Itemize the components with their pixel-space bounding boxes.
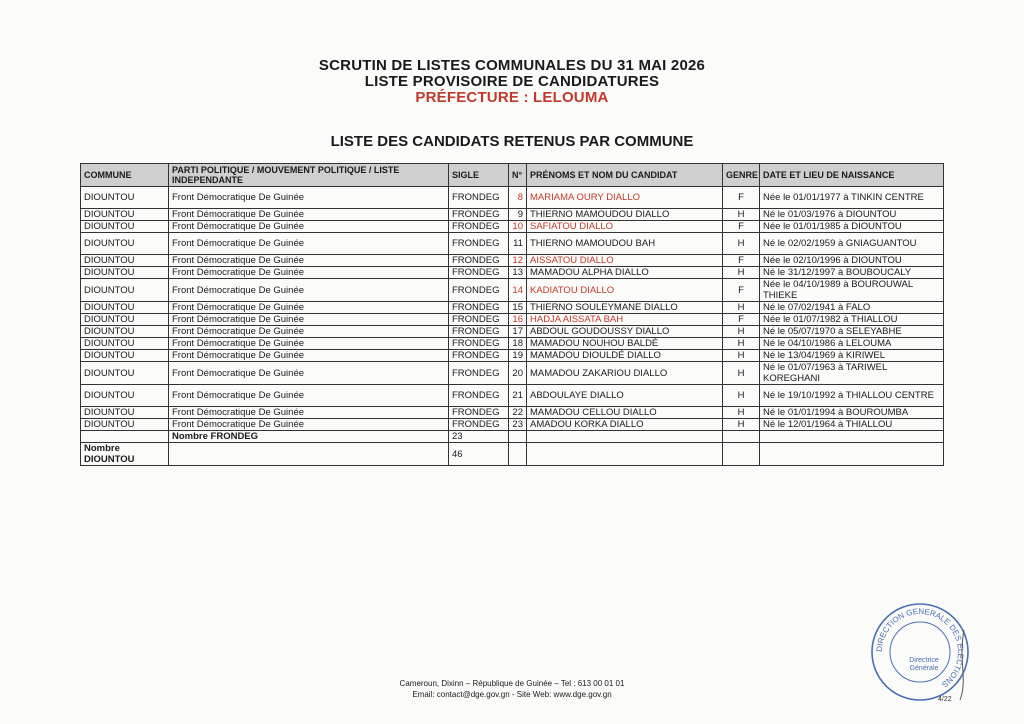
cell-naissance: Né le 12/01/1964 à THIALLOU (760, 419, 944, 431)
col-naissance: DATE ET LIEU DE NAISSANCE (760, 164, 944, 187)
page-number: 4/22 (938, 696, 952, 703)
cell-sigle: FRONDEG (449, 419, 509, 431)
cell-parti: Front Démocratique De Guinée (169, 221, 449, 233)
cell-num: 21 (509, 385, 527, 407)
cell-genre: H (723, 209, 760, 221)
official-stamp-icon (868, 600, 972, 704)
cell-parti: Front Démocratique De Guinée (169, 233, 449, 255)
cell-commune: DIOUNTOU (81, 302, 169, 314)
cell-parti: Front Démocratique De Guinée (169, 209, 449, 221)
cell-naissance: Née le 01/01/1985 à DIOUNTOU (760, 221, 944, 233)
cell-genre: F (723, 279, 760, 302)
cell-nom: AMADOU KORKA DIALLO (527, 419, 723, 431)
cell-nom: ABDOULAYE DIALLO (527, 385, 723, 407)
cell-sigle: FRONDEG (449, 187, 509, 209)
cell-commune: DIOUNTOU (81, 362, 169, 385)
cell-naissance: Né le 01/07/1963 à TARIWEL KOREGHANI (760, 362, 944, 385)
cell-nom: MAMADOU NOUHOU BALDÉ (527, 338, 723, 350)
table-row (81, 385, 944, 407)
cell-num: 10 (509, 221, 527, 233)
list-title: LISTE PROVISOIRE DE CANDIDATURES (364, 73, 660, 90)
document-title-block (0, 58, 1024, 106)
cell-parti: Front Démocratique De Guinée (169, 267, 449, 279)
cell-commune: DIOUNTOU (81, 221, 169, 233)
cell-nom: AISSATOU DIALLO (527, 255, 723, 267)
stamp-center-line1: Directrice (909, 657, 939, 664)
commune-total-row (81, 443, 944, 466)
cell-commune: DIOUNTOU (81, 338, 169, 350)
election-title: SCRUTIN DE LISTES COMMUNALES DU 31 MAI 2026 (318, 57, 706, 74)
cell-commune: DIOUNTOU (81, 419, 169, 431)
cell-nom: MAMADOU ZAKARIOU DIALLO (527, 362, 723, 385)
cell-num: 18 (509, 338, 527, 350)
cell-commune: DIOUNTOU (81, 209, 169, 221)
cell-naissance: Né le 13/04/1969 à KIRIWEL (760, 350, 944, 362)
cell-sigle: FRONDEG (449, 362, 509, 385)
cell-sigle: FRONDEG (449, 233, 509, 255)
table-row (81, 187, 944, 209)
cell-nom: MARIAMA OURY DIALLO (527, 187, 723, 209)
cell-parti: Front Démocratique De Guinée (169, 350, 449, 362)
cell-num: 20 (509, 362, 527, 385)
cell-sigle: FRONDEG (449, 407, 509, 419)
candidates-table (80, 163, 944, 466)
cell-naissance: Né le 01/01/1994 à BOUROUMBA (760, 407, 944, 419)
cell-parti: Front Démocratique De Guinée (169, 314, 449, 326)
cell-num: 8 (509, 187, 527, 209)
cell-sigle: FRONDEG (449, 209, 509, 221)
table-header-row (81, 164, 944, 187)
table-row (81, 350, 944, 362)
cell-sigle: FRONDEG (449, 267, 509, 279)
cell-sigle: FRONDEG (449, 326, 509, 338)
cell-parti: Front Démocratique De Guinée (169, 326, 449, 338)
cell-sigle: FRONDEG (449, 385, 509, 407)
cell-naissance: Né le 07/02/1941 à FALO (760, 302, 944, 314)
cell-sigle: FRONDEG (449, 255, 509, 267)
party-total-row (81, 431, 944, 443)
cell-commune: DIOUNTOU (81, 314, 169, 326)
cell-commune: DIOUNTOU (81, 267, 169, 279)
table-row (81, 302, 944, 314)
cell-nom: MAMADOU CELLOU DIALLO (527, 407, 723, 419)
cell-nom: THIERNO MAMOUDOU BAH (527, 233, 723, 255)
cell-commune: DIOUNTOU (81, 233, 169, 255)
cell-parti: Front Démocratique De Guinée (169, 362, 449, 385)
cell-parti: Front Démocratique De Guinée (169, 279, 449, 302)
cell-genre: H (723, 326, 760, 338)
prefecture-title: PRÉFECTURE : LELOUMA (415, 89, 609, 106)
cell-commune: DIOUNTOU (81, 407, 169, 419)
cell-naissance: Née le 02/10/1996 à DIOUNTOU (760, 255, 944, 267)
cell-naissance: Né le 31/12/1997 à BOUBOUCALY (760, 267, 944, 279)
cell-genre: H (723, 385, 760, 407)
cell-nom: MAMADOU ALPHA DIALLO (527, 267, 723, 279)
cell-num: 17 (509, 326, 527, 338)
col-num: N° (509, 164, 527, 187)
col-commune: COMMUNE (81, 164, 169, 187)
cell-genre: H (723, 338, 760, 350)
table-row (81, 267, 944, 279)
cell-genre: F (723, 221, 760, 233)
cell-naissance: Né le 01/03/1976 à DIOUNTOU (760, 209, 944, 221)
cell-genre: H (723, 302, 760, 314)
cell-sigle: FRONDEG (449, 314, 509, 326)
stamp-ring-text: DIRECTION GENERALE DES ELECTIONS (874, 606, 966, 690)
party-total-value: 23 (449, 431, 509, 443)
cell-naissance: Né le 02/02/1959 à GNIAGUANTOU (760, 233, 944, 255)
cell-commune: DIOUNTOU (81, 279, 169, 302)
cell-nom: SAFIATOU DIALLO (527, 221, 723, 233)
cell-parti: Front Démocratique De Guinée (169, 419, 449, 431)
table-row (81, 407, 944, 419)
table-row (81, 255, 944, 267)
cell-nom: THIERNO MAMOUDOU DIALLO (527, 209, 723, 221)
cell-num: 11 (509, 233, 527, 255)
table-row (81, 209, 944, 221)
cell-num: 22 (509, 407, 527, 419)
cell-genre: F (723, 187, 760, 209)
table-row (81, 221, 944, 233)
cell-commune: DIOUNTOU (81, 255, 169, 267)
table-row (81, 362, 944, 385)
cell-genre: H (723, 350, 760, 362)
cell-num: 16 (509, 314, 527, 326)
cell-num: 15 (509, 302, 527, 314)
col-nom: PRÉNOMS ET NOM DU CANDIDAT (527, 164, 723, 187)
footer-contact: Email: contact@dge.gov.gn - Site Web: www.dge.gov.gn (412, 690, 612, 699)
cell-nom: MAMADOU DIOULDÉ DIALLO (527, 350, 723, 362)
col-parti: PARTI POLITIQUE / MOUVEMENT POLITIQUE / LISTE INDEPENDANTE (169, 164, 449, 187)
cell-parti: Front Démocratique De Guinée (169, 302, 449, 314)
cell-genre: H (723, 407, 760, 419)
cell-num: 13 (509, 267, 527, 279)
cell-genre: H (723, 233, 760, 255)
cell-nom: KADIATOU DIALLO (527, 279, 723, 302)
cell-genre: F (723, 314, 760, 326)
cell-nom: THIERNO SOULEYMANE DIALLO (527, 302, 723, 314)
cell-parti: Front Démocratique De Guinée (169, 255, 449, 267)
cell-num: 19 (509, 350, 527, 362)
cell-commune: DIOUNTOU (81, 187, 169, 209)
cell-parti: Front Démocratique De Guinée (169, 407, 449, 419)
cell-commune: DIOUNTOU (81, 326, 169, 338)
cell-num: 9 (509, 209, 527, 221)
cell-naissance: Né le 04/10/1986 à LELOUMA (760, 338, 944, 350)
col-genre: GENRE (723, 164, 760, 187)
cell-sigle: FRONDEG (449, 221, 509, 233)
cell-genre: H (723, 419, 760, 431)
cell-naissance: Né le 19/10/1992 à THIALLOU CENTRE (760, 385, 944, 407)
cell-naissance: Née le 04/10/1989 à BOUROUWAL THIEKE (760, 279, 944, 302)
cell-sigle: FRONDEG (449, 302, 509, 314)
cell-num: 12 (509, 255, 527, 267)
cell-nom: HADJA AISSATA BAH (527, 314, 723, 326)
svg-text:DIRECTION GENERALE DES ELECTIO (875, 607, 965, 689)
cell-parti: Front Démocratique De Guinée (169, 187, 449, 209)
cell-nom: ABDOUL GOUDOUSSY DIALLO (527, 326, 723, 338)
footer-address: Cameroun, Dixinn – République de Guinée – Tel : 613 00 01 01 (399, 679, 625, 688)
cell-naissance: Né le 05/07/1970 à SELEYABHE (760, 326, 944, 338)
cell-sigle: FRONDEG (449, 350, 509, 362)
cell-commune: DIOUNTOU (81, 350, 169, 362)
cell-parti: Front Démocratique De Guinée (169, 385, 449, 407)
table-row (81, 419, 944, 431)
cell-parti: Front Démocratique De Guinée (169, 338, 449, 350)
cell-genre: H (723, 267, 760, 279)
table-row (81, 326, 944, 338)
cell-commune: DIOUNTOU (81, 385, 169, 407)
commune-total-value: 46 (449, 443, 509, 466)
stamp-center-line2: Générale (909, 665, 939, 672)
cell-naissance: Née le 01/01/1977 à TINKIN CENTRE (760, 187, 944, 209)
cell-num: 14 (509, 279, 527, 302)
table-row (81, 233, 944, 255)
commune-total-label: Nombre DIOUNTOU (81, 443, 169, 466)
cell-genre: F (723, 255, 760, 267)
table-row (81, 279, 944, 302)
cell-genre: H (723, 362, 760, 385)
cell-sigle: FRONDEG (449, 338, 509, 350)
table-row (81, 314, 944, 326)
col-sigle: SIGLE (449, 164, 509, 187)
cell-num: 23 (509, 419, 527, 431)
cell-naissance: Née le 01/07/1982 à THIALLOU (760, 314, 944, 326)
cell-sigle: FRONDEG (449, 279, 509, 302)
table-row (81, 338, 944, 350)
party-total-label: Nombre FRONDEG (169, 431, 449, 443)
section-title: LISTE DES CANDIDATS RETENUS PAR COMMUNE (330, 133, 694, 150)
